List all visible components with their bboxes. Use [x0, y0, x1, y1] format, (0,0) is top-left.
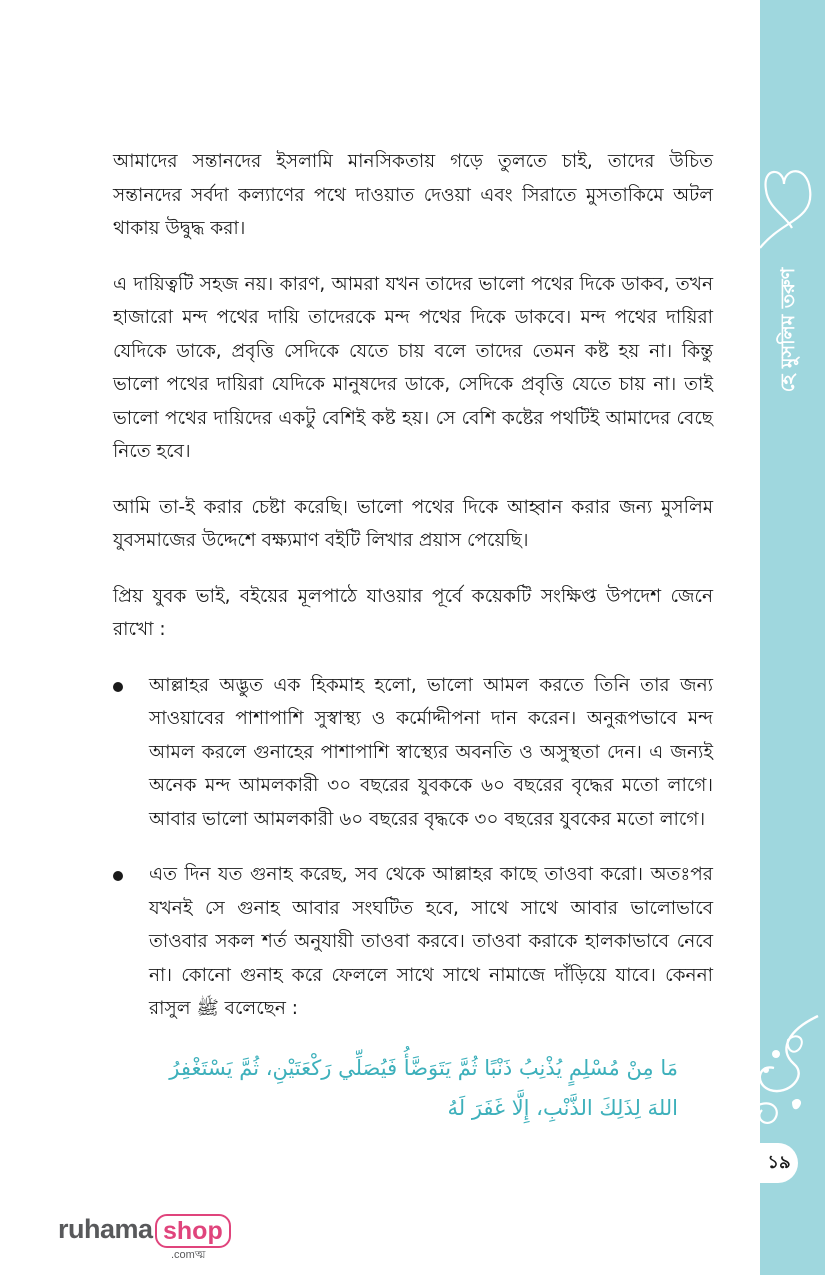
paragraph: আমাদের সন্তানদের ইসলামি মানসিকতায় গড়ে তুলতে চাই, তাদের উচিত সন্তানদের সর্বদা কল্যাণের পথে দাওয়াত দেওয়া এবং সিরাতে মুসতাকিমে অটল থাকায় উদ্বুদ্ধ করা।: [113, 151, 713, 239]
page-number: ১৯: [760, 1143, 798, 1183]
advice-list: [113, 669, 713, 1026]
list-item: [113, 858, 713, 1026]
running-header-title: হে মুসলিম তরুণ: [777, 267, 799, 393]
logo-shop-badge: shop: [155, 1214, 231, 1248]
bullet-icon: [113, 682, 123, 692]
bullet-icon: [113, 871, 123, 881]
paragraph: প্রিয় যুবক ভাই, বইয়ের মূলপাঠে যাওয়ার পূর্বে কয়েকটি সংক্ষিপ্ত উপদেশ জেনে রাখো :: [113, 585, 713, 640]
paragraph: আমি তা-ই করার চেষ্টা করেছি। ভালো পথের দিকে আহ্বান করার জন্য মুসলিম যুবসমাজের উদ্দেশে বক্ষ্যমাণ বইটি লিখার প্রয়াস পেয়েছি।: [113, 496, 713, 551]
paragraph: এ দায়িত্বটি সহজ নয়। কারণ, আমরা যখন তাদের ভালো পথের দিকে ডাকব, তখন হাজারো মন্দ পথের দায়ি তাদেরকে মন্দ পথের দিকে ডাকবে। মন্দ পথের দায়িরা যেদিকে ডাকে, প্রবৃত্তি সেদিকে যেতে চায় বলে তাদের তেমন কষ্ট হয় না। কিন্তু ভালো পথের দায়িরা যেদিকে মানুষদের ডাকে, সেদিকে প্রবৃত্তি যেতে চায় না। তাই ভালো পথের দায়িদের একটু বেশিই কষ্ট হয়। সে বেশি কষ্টের পথটিই আমাদের বেছে নিতে হবে।: [113, 273, 713, 462]
ruhama-shop-logo: [58, 1210, 228, 1260]
list-item-text: আল্লাহর অদ্ভুত এক হিকমাহ হলো, ভালো আমল করতে তিনি তার জন্য সাওয়াবের পাশাপাশি সুস্বাস্থ্য ও কর্মোদ্দীপনা দান করেন। অনুরূপভাবে মন্দ আমল করলে গুনাহের পাশাপাশি স্বাস্থ্যের অবনতি ও অসুস্থতা দেন। এ জন্যই অনেক মন্দ আমলকারী ৩০ বছরের যুবককে ৬০ বছরের বৃদ্ধের মতো লাগে। আবার ভালো আমলকারী ৬০ বছরের বৃদ্ধকে ৩০ বছরের যুবকের মতো লাগে।: [149, 674, 713, 830]
floral-ornament-icon: [748, 1010, 824, 1130]
logo-domain: .comত্ম: [171, 1249, 206, 1261]
hadith-quote: مَا مِنْ مُسْلِمٍ يُذْنِبُ ذَنْبًا ثُمَّ يَتَوَضَّأُ فَيُصَلِّي رَكْعَتَيْنِ، ثُمَّ يَسْتَغْفِرُ اللهَ لِذَلِكَ الذَّنْبِ، إِلَّا غَفَرَ لَهُ: [169, 1056, 678, 1120]
list-item: [113, 669, 713, 837]
logo-word: ruhama: [58, 1214, 153, 1244]
list-item-text: এত দিন যত গুনাহ করেছ, সব থেকে আল্লাহর কাছে তাওবা করো। অতঃপর যখনই সে গুনাহ আবার সংঘটিত হবে, সাথে সাথে আবার ভালোভাবে তাওবার সকল শর্ত অনুযায়ী তাওবা করবে। তাওবা করাকে হালকাভাবে নেবে না। কোনো গুনাহ করে ফেললে সাথে সাথে নামাজে দাঁড়িয়ে যাবে। কেননা রাসুল ﷺ বলেছেন :: [149, 864, 713, 1019]
heart-outline-icon: [752, 150, 822, 260]
body-text: [113, 145, 713, 1048]
